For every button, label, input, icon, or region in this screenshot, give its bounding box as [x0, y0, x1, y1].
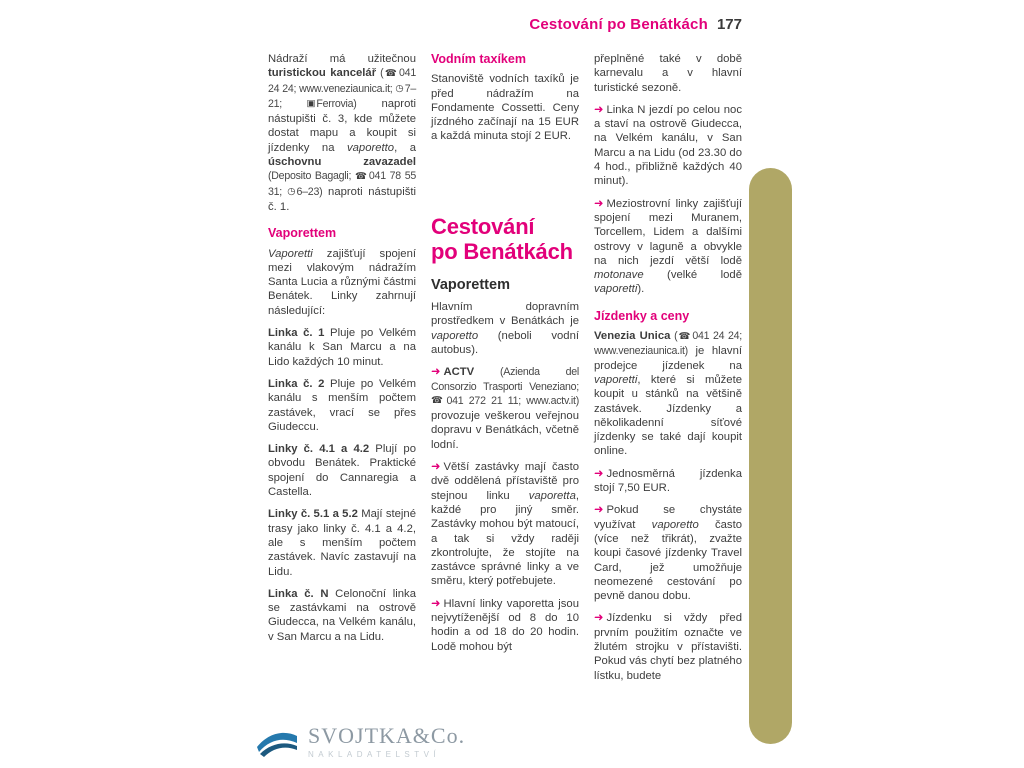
arrow-bullet-icon: ➜ [594, 102, 604, 116]
text-segment: vaporetto [651, 518, 699, 531]
bullet-paragraph [431, 597, 579, 654]
text-segment: Pluje po Velkém kanálu k San Marcu a na Lido každých 10 minut. [268, 327, 416, 368]
text-segment: (neboli vodní autobus). [431, 329, 579, 356]
section-heading [594, 309, 742, 323]
page-edge-band [749, 168, 792, 744]
bullet-paragraph [594, 503, 742, 603]
bullet-paragraph [431, 460, 579, 589]
chapter-heading [431, 214, 579, 264]
publisher-logo-icon [254, 726, 300, 760]
section-heading [268, 226, 416, 240]
publisher-name: SVOJTKA&Co. [308, 723, 466, 748]
text-segment: ACTV [443, 366, 475, 379]
paragraph [268, 587, 416, 644]
text-segment: Mají stejné trasy jako linky č. 4.1 a 4.2, ale s menším počtem zastávek. Navíc zastavují na Lidu. [268, 508, 416, 578]
text-segment: (Deposito Bagagli; [268, 170, 355, 183]
text-segment: vaporetto [346, 141, 395, 154]
text-segment: Jednosměrná jízdenka stojí 7,50 EUR. [594, 467, 742, 495]
text-segment: 6–23) [296, 185, 323, 198]
text-segment: ). [637, 283, 645, 296]
text-segment: Linka č. 1 [268, 327, 325, 340]
text-segment: vaporetto [431, 329, 479, 342]
phone-icon: ☎ [431, 395, 446, 407]
text-segment: Stanoviště vodních taxíků je před nádražím na Fondamente Cossetti. Ceny jízdného začínají na 15 EUR a každá minuta stojí 2 EUR. [431, 73, 579, 143]
text-segment: ( [376, 67, 384, 80]
column-right [594, 52, 742, 691]
text-segment: Větší zastávky mají často dvě oddělená přístaviště pro stejnou linku [431, 461, 579, 502]
text-segment: , každé pro jiný směr. Zastávky mohou být matoucí, a tak si vždy raději zkontrolujte, že stojíte na zastávce správné linky a ve směru, který potřebujete. [431, 489, 579, 588]
text-segment: Jízdenku si vždy před prvním použitím označte ve žlutém strojku v přístavišti. Pokud vás chytí bez platného lístku, budete [594, 612, 742, 682]
text-segment: Pluje po Velkém kanálu s menším počtem zastávek, vrací se přes Giudeccu. [268, 377, 416, 433]
text-segment: Plují po obvodu Benátek. Praktické spojení do Cannaregia a Castella. [268, 443, 416, 499]
paragraph [268, 247, 416, 318]
text-segment: Linka č. 2 [268, 377, 325, 390]
text-segment: Vaporettem [431, 276, 510, 293]
text-segment: Celonoční linka se zastávkami na ostrově Giudecca, na Velkém kanálu, v San Marcu a na Lidu. [268, 587, 416, 643]
text-segment: Jízdenky a ceny [594, 308, 690, 323]
bullet-paragraph [594, 467, 742, 496]
text-segment: 041 24 24; www.veneziaunica.it; [268, 67, 416, 95]
train-icon: ▣ [306, 98, 316, 110]
text-segment: , které si můžete koupit u stánků na většině zastávek. Jízdenky a několikadenní síťové jízdenky se také dají koupit online. [594, 373, 742, 458]
text-segment: (velké lodě [643, 269, 742, 282]
text-segment: motonave [594, 269, 644, 282]
arrow-bullet-icon: ➜ [431, 460, 441, 474]
paragraph [431, 300, 579, 357]
column-left [268, 52, 416, 652]
clock-icon: ◷ [395, 83, 404, 95]
text-segment: (Azienda del Consorzio Trasporti Veneziano; [431, 366, 579, 393]
text-segment: Nádraží má užitečnou [268, 53, 416, 65]
publisher-subtitle: NAKLADATELSTVÍ [308, 750, 441, 759]
text-segment: Vodním taxíkem [431, 52, 526, 66]
bullet-paragraph [594, 103, 742, 189]
text-segment: Linky č. 5.1 a 5.2 [268, 508, 358, 521]
text-segment: Meziostrovní linky zajišťují spojení mezi Muranem, Torcellem, Lidem a dalšími ostrovy v laguně a obvykle na nich jezdí větší lodě [594, 197, 742, 267]
text-segment: Linka N jezdí po celou noc a staví na ostrově Giudecca, na Velkém kanálu, v San Marcu a na Lidu (od 23.30 do 4 hod., přibližně každých 40 minut). [594, 103, 742, 188]
phone-icon: ☎ [383, 67, 399, 79]
text-segment: často (více než třikrát), zvažte koupi časové jízdenky Travel Card, jež umožňuje neomezené cestování po pevně danou dobu. [594, 518, 743, 603]
text-segment: 041 78 55 31; [268, 170, 416, 198]
text-segment: , a [394, 141, 416, 154]
paragraph [268, 507, 416, 578]
paragraph [268, 377, 416, 434]
text-segment: přeplněné také v době karnevalu a v hlavní turistické sezoně. [594, 53, 742, 94]
arrow-bullet-icon: ➜ [431, 365, 441, 379]
page-header-title: Cestování po Benátkách [529, 16, 708, 33]
publisher-wordmark [308, 724, 465, 759]
text-segment: Vaporetti [268, 247, 313, 260]
text-segment: naproti nástupišti č. 3, kde můžete dostat mapu a koupit si jízdenky na [268, 97, 417, 154]
paragraph [431, 72, 579, 143]
text-segment: je hlavní prodejce jízdenek na [594, 345, 742, 372]
text-segment: Hlavním dopravním prostředkem v Benátkách je [431, 301, 579, 328]
text-segment: vaporetta [528, 489, 576, 502]
text-segment: turistickou kancelář [268, 67, 377, 80]
bullet-paragraph [594, 611, 742, 682]
page-number: 177 [716, 16, 742, 33]
paragraph [268, 326, 416, 369]
bullet-paragraph [431, 365, 579, 452]
paragraph [268, 52, 416, 214]
text-segment: Venezia Unica [594, 330, 671, 343]
phone-icon: ☎ [354, 170, 368, 182]
text-segment: ( [670, 330, 678, 343]
section-heading [431, 52, 579, 66]
text-segment: Vaporettem [268, 226, 337, 241]
text-segment: Linky č. 4.1 a 4.2 [268, 443, 370, 456]
text-segment: zajišťují spojení mezi vlakovým nádražím Santa Lucia a různými částmi Benátek. Linky zahrnují následující: [268, 247, 416, 317]
paragraph [594, 329, 742, 459]
clock-icon: ◷ [287, 186, 296, 198]
text-segment: Ferrovia) [316, 97, 357, 110]
text-segment: po Benátkách [431, 238, 573, 264]
text-segment: provozuje veškerou veřejnou dopravu v Benátkách, včetně lodní. [431, 410, 579, 451]
sub-heading [431, 278, 579, 292]
arrow-bullet-icon: ➜ [594, 196, 604, 210]
text-segment: Cestování [431, 213, 535, 239]
paragraph [594, 52, 742, 95]
text-segment: naproti nástupišti č. 1. [268, 185, 417, 213]
text-segment: vaporetti [594, 283, 638, 296]
arrow-bullet-icon: ➜ [594, 503, 604, 517]
text-segment: Pokud se chystáte využívat [594, 504, 742, 531]
bullet-paragraph [594, 197, 742, 297]
column-middle [431, 52, 579, 662]
arrow-bullet-icon: ➜ [594, 611, 604, 625]
running-header [268, 16, 742, 34]
arrow-bullet-icon: ➜ [431, 596, 441, 610]
publisher-footer [254, 724, 465, 760]
text-segment: 041 272 21 11; www.actv.it) [446, 394, 579, 407]
text-segment: úschovnu zavazadel [268, 156, 416, 169]
text-segment: Linka č. N [268, 587, 329, 600]
text-segment: vaporetti [594, 373, 638, 386]
text-segment: Hlavní linky vaporetta jsou nejvytíženější od 8 do 10 hodin a od 18 do 20 hodin. Lodě mohou být [431, 597, 579, 653]
text-segment: 7–21; [268, 82, 416, 110]
arrow-bullet-icon: ➜ [594, 466, 604, 480]
paragraph [268, 442, 416, 499]
text-segment: 041 24 24; www.veneziaunica.it) [594, 330, 742, 358]
phone-icon: ☎ [677, 330, 692, 342]
